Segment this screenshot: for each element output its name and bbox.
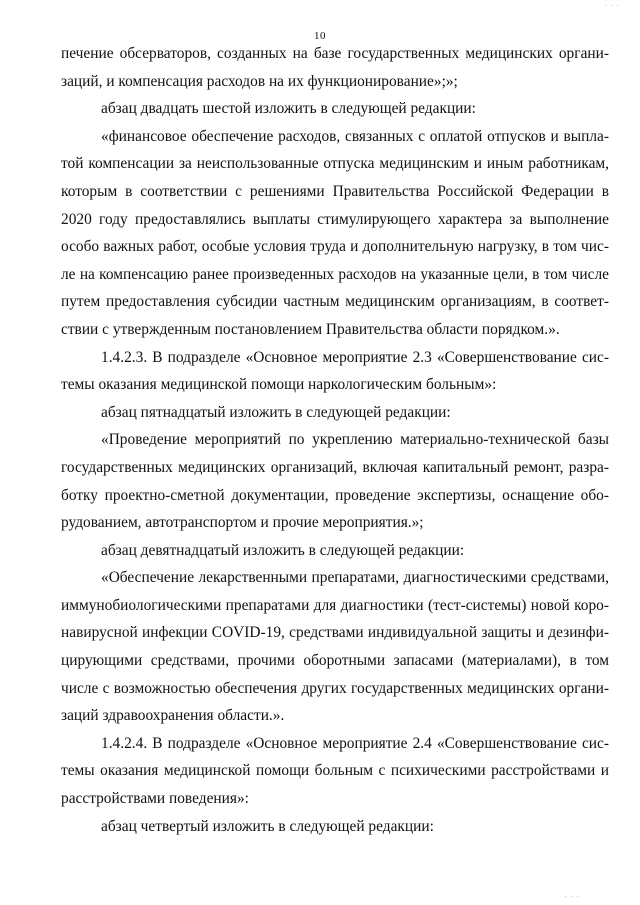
text-line: иммунобиологическими препаратами для диагностики (тест-системы) новой коро-: [61, 596, 609, 614]
text-line: печение обсерваторов, созданных на базе государственных медицинских органи-: [61, 45, 609, 62]
text-line: ботку проектно-сметной документации, проведение экспертизы, оснащение обо-: [61, 486, 609, 504]
text-line: темы оказания медицинской помощи больным с психическими расстройствами и: [61, 762, 609, 780]
scan-mark-bottom: · · ·: [564, 893, 580, 901]
scan-mark-top: · · ·: [604, 2, 620, 10]
page-number: 10: [314, 30, 326, 42]
text-line: «Обеспечение лекарственными препаратами, диагностическими средствами,: [101, 569, 609, 587]
text-line: абзац двадцать шестой изложить в следующей редакции:: [101, 100, 476, 118]
text-line: рудованием, автотранспортом и прочие мероприятия.»;: [61, 514, 424, 532]
text-line: абзац четвертый изложить в следующей редакции:: [101, 817, 434, 835]
text-line: путем предоставления субсидии частным медицинским организациям, в соответ-: [61, 293, 609, 311]
text-line: заций здравоохранения области.».: [61, 707, 285, 725]
text-line: абзац пятнадцатый изложить в следующей редакции:: [101, 403, 451, 421]
text-line: той компенсации за неиспользованные отпуска медицинским и иным работникам,: [61, 155, 609, 173]
text-line: ствии с утвержденным постановлением Правительства области порядком.».: [61, 320, 560, 338]
text-line: абзац девятнадцатый изложить в следующей редакции:: [101, 541, 465, 559]
text-line: темы оказания медицинской помощи наркологическим больным»:: [61, 376, 497, 394]
text-line: заций, и компенсация расходов на их функционирование»;»;: [61, 72, 458, 90]
text-line: «финансовое обеспечение расходов, связанных с оплатой отпусков и выпла-: [101, 127, 609, 145]
document-body: [61, 40, 609, 840]
text-line: «Проведение мероприятий по укреплению материально-технической базы: [101, 431, 609, 449]
text-line: цирующими средствами, прочими оборотными запасами (материалами), в том: [61, 652, 609, 670]
text-line: 1.4.2.3. В подразделе «Основное мероприятие 2.3 «Совершенствование сис-: [101, 348, 609, 366]
text-line: расстройствами поведения»:: [61, 790, 249, 808]
text-line: 1.4.2.4. В подразделе «Основное мероприятие 2.4 «Совершенствование сис-: [101, 734, 609, 752]
text-line: государственных медицинских организаций, включая капитальный ремонт, разра-: [61, 458, 609, 476]
text-line: которым в соответствии с решениями Правительства Российской Федерации в: [61, 182, 609, 200]
text-line: навирусной инфекции COVID-19, средствами индивидуальной защиты и дезинфи-: [61, 624, 609, 642]
text-line: особо важных работ, особые условия труда и дополнительную нагрузку, в том чис-: [61, 238, 609, 256]
text-line: числе с возможностью обеспечения других государственных медицинских органи-: [61, 679, 609, 697]
text-line: ле на компенсацию ранее произведенных расходов на указанные цели, в том числе: [61, 265, 609, 283]
text-line: 2020 году предоставлялись выплаты стимулирующего характера за выполнение: [61, 210, 609, 228]
